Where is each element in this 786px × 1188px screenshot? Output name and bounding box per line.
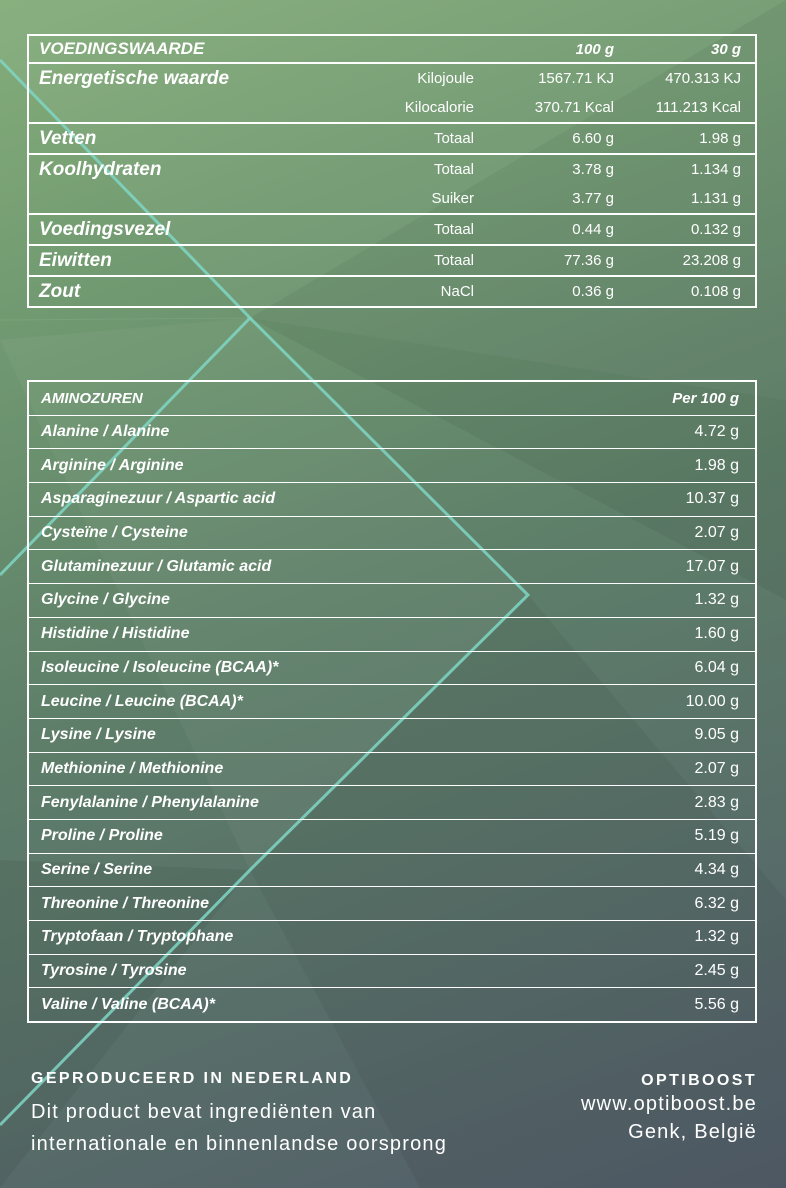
nutrition-unit: Totaal — [305, 245, 486, 276]
nutrition-label — [28, 184, 305, 214]
amino-row — [28, 887, 756, 921]
nutrition-value-30g: 470.313 KJ — [665, 70, 741, 87]
nutrition-row — [28, 154, 756, 184]
amino-name: Isoleucine / Isoleucine (BCAA)* — [28, 651, 588, 685]
nutrition-value-30g: 1.98 g — [628, 123, 756, 154]
amino-value: 2.83 g — [588, 786, 756, 820]
nutrition-unit: Kilocalorie — [305, 93, 486, 123]
amino-value: 17.07 g — [588, 550, 756, 584]
amino-value: 5.56 g — [694, 995, 739, 1013]
brand-name: OPTIBOOST — [641, 1072, 757, 1089]
nutrition-header-30g: 30 g — [628, 35, 756, 63]
amino-name: Threonine / Threonine — [28, 887, 588, 921]
nutrition-value-100g: 77.36 g — [486, 245, 628, 276]
nutrition-value-30g: 1.134 g — [690, 161, 741, 178]
amino-name: Histidine / Histidine — [28, 617, 588, 651]
amino-name: Tryptofaan / Tryptophane — [28, 921, 588, 955]
nutrition-table — [27, 34, 757, 308]
amino-value: 10.00 g — [588, 685, 756, 719]
nutrition-header-100g: 100 g — [486, 35, 628, 63]
nutrition-row — [28, 63, 756, 93]
amino-name: Cysteïne / Cysteine — [28, 516, 588, 550]
nutrition-label: Zout — [39, 280, 81, 302]
amino-title: AMINOZUREN — [28, 381, 588, 415]
amino-value: 6.32 g — [588, 887, 756, 921]
nutrition-value-100g: 6.60 g — [486, 123, 628, 154]
nutrition-unit: Suiker — [305, 184, 486, 214]
made-in-label: GEPRODUCEERD IN NEDERLAND — [31, 1070, 354, 1087]
amino-row — [28, 516, 756, 550]
amino-row — [28, 651, 756, 685]
amino-row — [28, 584, 756, 618]
amino-row — [28, 819, 756, 853]
nutrition-value-100g: 0.44 g — [486, 214, 628, 245]
amino-name: Alanine / Alanine — [28, 415, 588, 449]
amino-value: 5.19 g — [588, 819, 756, 853]
nutrition-row — [28, 214, 756, 245]
amino-header-per100g: Per 100 g — [588, 381, 756, 415]
nutrition-unit: Totaal — [305, 123, 486, 154]
amino-row — [28, 752, 756, 786]
amino-row — [28, 449, 756, 483]
nutrition-value-100g: 1567.71 KJ — [538, 70, 614, 87]
amino-name: Tyrosine / Tyrosine — [28, 954, 588, 988]
amino-name: Asparaginezuur / Aspartic acid — [28, 483, 588, 517]
amino-value: 1.98 g — [588, 449, 756, 483]
amino-header-row — [28, 381, 756, 415]
nutrition-header-unit — [305, 35, 486, 63]
nutrition-value-100g: 3.77 g — [486, 184, 628, 214]
amino-name: Serine / Serine — [28, 853, 588, 887]
nutrition-row — [28, 245, 756, 276]
amino-row — [28, 921, 756, 955]
nutrition-value-30g: 0.132 g — [628, 214, 756, 245]
nutrition-label: Vetten — [28, 123, 305, 154]
origin-description: Dit product bevat ingrediënten van internationale en binnenlandse oorsprong — [31, 1101, 448, 1155]
nutrition-label: Voedingsvezel — [28, 214, 305, 245]
amino-name: Valine / Valine (BCAA)* — [41, 995, 215, 1013]
nutrition-unit: Kilojoule — [417, 70, 474, 87]
amino-row — [28, 617, 756, 651]
nutrition-row — [28, 93, 756, 123]
nutrition-label: Energetische waarde — [39, 67, 230, 89]
nutrition-value-30g: 0.108 g — [690, 283, 741, 300]
amino-value: 4.34 g — [588, 853, 756, 887]
nutrition-value-30g: 1.131 g — [628, 184, 756, 214]
nutrition-row — [28, 276, 756, 307]
amino-value: 2.45 g — [588, 954, 756, 988]
nutrition-unit: NaCl — [440, 283, 474, 300]
nutrition-value-30g: 23.208 g — [628, 245, 756, 276]
amino-value: 6.04 g — [588, 651, 756, 685]
brand-block — [581, 1072, 757, 1146]
nutrition-label: Eiwitten — [28, 245, 305, 276]
nutrition-unit: Totaal — [433, 161, 474, 178]
amino-row — [28, 988, 756, 1022]
amino-value: 10.37 g — [588, 483, 756, 517]
amino-row — [28, 954, 756, 988]
nutrition-unit: Totaal — [305, 214, 486, 245]
amino-value: 1.32 g — [588, 921, 756, 955]
amino-name: Proline / Proline — [28, 819, 588, 853]
amino-value: 2.07 g — [588, 516, 756, 550]
amino-name: Leucine / Leucine (BCAA)* — [28, 685, 588, 719]
brand-location: Genk, België — [628, 1121, 757, 1143]
amino-name: Lysine / Lysine — [28, 718, 588, 752]
nutrition-label — [28, 93, 305, 123]
amino-row — [28, 718, 756, 752]
nutrition-header-row — [28, 35, 756, 63]
nutrition-value-100g: 0.36 g — [572, 283, 614, 300]
nutrition-row — [28, 123, 756, 154]
amino-row — [28, 550, 756, 584]
nutrition-label: Koolhydraten — [39, 158, 162, 180]
amino-name: Arginine / Arginine — [28, 449, 588, 483]
website-link[interactable]: www.optiboost.be — [581, 1093, 757, 1115]
nutrition-value-30g: 111.213 Kcal — [628, 93, 756, 123]
amino-name: Glycine / Glycine — [28, 584, 588, 618]
amino-value: 2.07 g — [588, 752, 756, 786]
amino-value: 9.05 g — [588, 718, 756, 752]
nutrition-title: VOEDINGSWAARDE — [28, 35, 305, 63]
amino-name: Glutaminezuur / Glutamic acid — [28, 550, 588, 584]
amino-acid-table — [27, 380, 757, 1023]
nutrition-value-100g: 3.78 g — [572, 161, 614, 178]
amino-value: 1.60 g — [588, 617, 756, 651]
amino-value: 1.32 g — [588, 584, 756, 618]
nutrition-row — [28, 184, 756, 214]
amino-name: Methionine / Methionine — [28, 752, 588, 786]
amino-value: 4.72 g — [588, 415, 756, 449]
origin-block — [31, 1070, 501, 1160]
amino-name: Fenylalanine / Phenylalanine — [28, 786, 588, 820]
amino-row — [28, 685, 756, 719]
amino-row — [28, 853, 756, 887]
amino-row — [28, 415, 756, 449]
amino-row — [28, 786, 756, 820]
nutrition-value-100g: 370.71 Kcal — [486, 93, 628, 123]
amino-row — [28, 483, 756, 517]
